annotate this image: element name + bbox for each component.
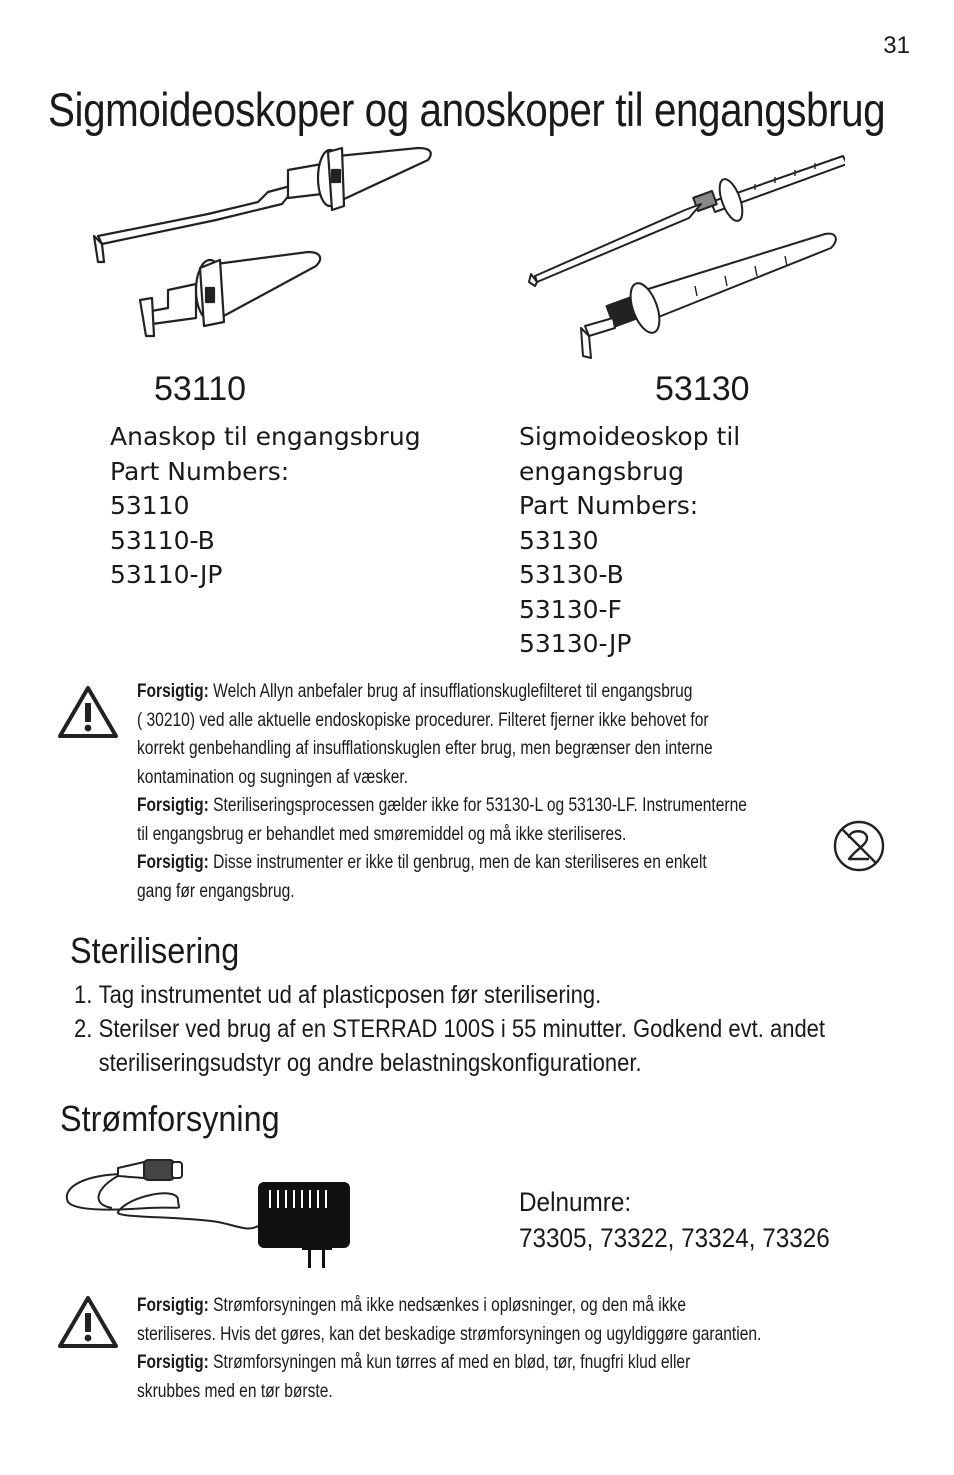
caution-text: gang før engangsbrug. xyxy=(137,880,295,902)
caution-label: Forsigtig: xyxy=(137,795,209,816)
page-number: 31 xyxy=(883,32,910,59)
caution-text: steriliseres. Hvis det gøres, kan det beskadige strømforsyningen og ugyldiggøre garantien. xyxy=(137,1323,762,1345)
caution-text: skrubbes med en tør børste. xyxy=(137,1380,333,1402)
parts-label: Delnumre: xyxy=(519,1187,632,1217)
caution-block xyxy=(137,678,747,906)
part-number: 53130-F xyxy=(519,594,622,624)
section-heading-sterilisering: Sterilisering xyxy=(70,930,240,971)
caution-text: Disse instrumenter er ikke til genbrug, men de kan steriliseres en enkelt xyxy=(213,852,707,873)
part-number: 53130-JP xyxy=(519,629,632,658)
caution-text: Welch Allyn anbefaler brug af insufflationskuglefilteret til engangsbrug xyxy=(213,681,693,702)
page-title: Sigmoideoskoper og anoskoper til engangsbrug xyxy=(48,83,886,136)
list-item xyxy=(74,978,825,1012)
product-description xyxy=(519,420,740,662)
caution-block xyxy=(137,1292,761,1406)
part-number: 53130-B xyxy=(519,560,624,589)
list-item xyxy=(74,1012,825,1046)
step-text: Tag instrumentet ud af plasticposen før sterilisering. xyxy=(98,981,602,1009)
part-number: 53130 xyxy=(519,525,599,555)
description-line: Anaskop til engangsbrug xyxy=(110,422,421,451)
single-use-do-not-reuse-icon xyxy=(832,819,886,873)
sterilisering-steps xyxy=(74,978,825,1080)
part-number: 53110-JP xyxy=(110,560,223,589)
product-description xyxy=(110,420,421,593)
power-supply-illustration xyxy=(58,1156,358,1274)
part-number: 53110-B xyxy=(110,525,215,555)
model-number: 53130 xyxy=(655,370,750,408)
anoscope-illustration xyxy=(88,140,438,340)
caution-label: Forsigtig: xyxy=(137,1295,209,1316)
caution-text: kontamination og sugningen af væsker. xyxy=(137,766,409,788)
step-number: 2. xyxy=(74,1015,93,1043)
caution-label: Forsigtig: xyxy=(137,1352,209,1373)
warning-triangle-icon xyxy=(56,1294,120,1350)
description-line: Part Numbers: xyxy=(519,491,699,520)
step-text: Sterilser ved brug af en STERRAD 100S i 55 minutter. Godkend evt. andet xyxy=(98,1015,826,1043)
caution-text: korrekt genbehandling af insufflationskuglen efter brug, men begrænser den interne xyxy=(137,738,713,759)
section-heading-stromforsyning: Strømforsyning xyxy=(60,1098,280,1139)
parts-values: 73305, 73322, 73324, 73326 xyxy=(519,1223,830,1253)
description-line: Part Numbers: xyxy=(110,456,290,486)
part-number: 53110 xyxy=(110,491,190,520)
description-line: engangsbrug xyxy=(519,456,685,486)
caution-text: til engangsbrug er behandlet med smøremiddel og må ikke steriliseres. xyxy=(137,823,627,845)
caution-label: Forsigtig: xyxy=(137,852,209,873)
power-supply-part-numbers xyxy=(519,1184,830,1256)
caution-text: Steriliseringsprocessen gælder ikke for 53130-L og 53130-LF. Instrumenterne xyxy=(213,795,747,816)
caution-text: ( 30210) ved alle aktuelle endoskopiske procedurer. Filteret fjerner ikke behovet for xyxy=(137,709,709,731)
caution-label: Forsigtig: xyxy=(137,681,209,702)
caution-text: Strømforsyningen må kun tørres af med en blød, tør, fnugfri klud eller xyxy=(213,1352,691,1373)
description-line: Sigmoideoskop til xyxy=(519,422,741,451)
step-text: steriliseringsudstyr og andre belastningskonfigurationer. xyxy=(98,1049,642,1077)
warning-triangle-icon xyxy=(56,684,120,740)
model-number: 53110 xyxy=(154,370,247,408)
caution-text: Strømforsyningen må ikke nedsænkes i opløsninger, og den må ikke xyxy=(213,1295,686,1316)
step-number: 1. xyxy=(74,981,93,1009)
sigmoidoscope-illustration xyxy=(525,150,845,360)
